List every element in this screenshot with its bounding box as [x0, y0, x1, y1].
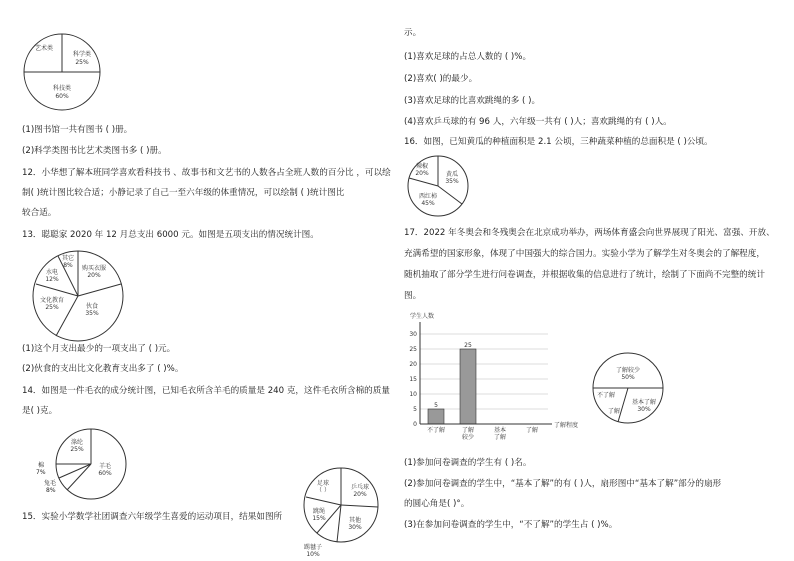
x-axis-label: 了解程度 — [554, 422, 579, 429]
question-15-2: (2)喜欢( )的最少。 — [404, 74, 478, 84]
question-15-3: (3)喜欢足球的比喜欢跳绳的多 ( )。 — [404, 96, 541, 106]
pie-label-shuttlecock: 踢毽子 — [303, 544, 323, 551]
pie-pct-education: 25% — [45, 304, 59, 311]
bar-value-label: 5 — [434, 402, 438, 409]
pie-pct-clothes: 20% — [87, 272, 101, 279]
y-tick-label: 5 — [413, 406, 417, 413]
pie-label-utilities: 水电 — [45, 269, 59, 276]
question-15-1: (1)喜欢足球的占总人数的 ( )%。 — [404, 52, 532, 62]
pie-pct-other-sport: 30% — [348, 524, 362, 531]
y-tick-label: 0 — [413, 421, 417, 428]
pie-label-basic-know: 基本了解 — [631, 399, 657, 406]
bar — [428, 409, 444, 424]
question-17-line1: 17．2022 年冬奥会和冬残奥会在北京成功举办，两场体育盛会向世界展现了阳光、富强、开放、 — [404, 228, 775, 238]
y-axis-label: 学生人数 — [410, 313, 435, 320]
question-12-line1: 12．小华想了解本班同学喜欢看科技书 、故事书和文艺书的人数各占全班人数的百分比 ，可以绘 — [22, 168, 391, 178]
question-12-line3: 较合适。 — [22, 208, 57, 218]
pie-chart-spending — [28, 248, 138, 348]
pie-pct-rope: 15% — [312, 515, 326, 522]
question-16: 16．如图，已知黄瓜的种植面积是 2.1 公顷，三种蔬菜种植的总面积是 ( )公顷。 — [404, 137, 713, 147]
x-category-label: 了解 — [493, 434, 507, 441]
question-14-line1: 14．如图是一件毛衣的成分统计图，已知毛衣所含羊毛的质量是 240 克，这件毛衣所含棉的质量 — [22, 386, 390, 396]
pie-label-know-little: 了解较少 — [615, 367, 641, 374]
question-11-1: (1)图书馆一共有图书 ( )册。 — [22, 125, 133, 135]
pie-pct-other: 8% — [63, 262, 73, 269]
x-category-label: 不了解 — [426, 427, 446, 434]
x-category-label: 基本 — [493, 427, 507, 434]
pie-label-other-sport: 其他 — [348, 517, 362, 524]
pie-chart-knowledge — [592, 352, 682, 432]
pie-label-pepper: 辣椒 — [415, 163, 429, 170]
pie-pct-football: （ ） — [316, 487, 330, 494]
pie-label-arts: 艺术类 — [34, 45, 54, 52]
pie-label-food: 伙食 — [85, 303, 99, 310]
pie-pct-wool: 60% — [98, 470, 112, 477]
pie-label-pingpong: 乒乓球 — [350, 484, 370, 491]
pie-label-not-know: 不了解 — [596, 392, 616, 399]
pie-label-cucumber: 黄瓜 — [445, 171, 459, 178]
pie-pct-know-little: 50% — [621, 374, 635, 381]
pie-label-clothes: 购买衣服 — [81, 265, 107, 272]
bar-chart-grid — [420, 334, 548, 409]
pie-label-rope: 跳绳 — [312, 508, 326, 515]
x-category-label: 了解 — [461, 427, 475, 434]
bar-chart-bars — [428, 342, 476, 424]
pie-chart-library — [22, 36, 122, 116]
x-category-label: 了解 — [525, 427, 539, 434]
pie-pct-tomato: 45% — [421, 200, 435, 207]
pie-pct-cotton: 7% — [36, 469, 46, 476]
bar-chart-knowledge — [402, 308, 582, 443]
pie-pct-tech: 60% — [55, 93, 69, 100]
y-tick-label: 20 — [409, 361, 417, 368]
pie-pct-utilities: 12% — [45, 276, 59, 283]
pie-label-football: 足球 — [316, 480, 330, 487]
pie-label-cotton: 棉 — [38, 462, 45, 469]
y-tick-label: 10 — [409, 391, 417, 398]
question-13: 13．聪聪家 2020 年 12 月总支出 6000 元。如图是五项支出的情况统计图。 — [22, 230, 319, 240]
pie-chart-vegetables — [404, 154, 494, 234]
pie-chart-sports — [303, 467, 393, 557]
question-17-2-line1: (2)参加问卷调查的学生中，“基本了解”的有 ( )人，扇形图中“基本了解”部分的扇形 — [404, 479, 722, 489]
pie-pct-basic-know: 30% — [637, 406, 651, 413]
question-15-cont: 示。 — [404, 28, 422, 38]
question-13-2: (2)伙食的支出比文化教育支出多了 ( )%。 — [22, 364, 184, 374]
pie-pct-pingpong: 20% — [353, 491, 367, 498]
question-12-line2: 制( )统计图比较合适；小静记录了自己一至六年级的体重情况，可以绘制 ( )统计图比 — [22, 188, 345, 198]
pie-pct-rabbit-hair: 8% — [46, 487, 56, 494]
x-category-label: 较少 — [461, 434, 475, 441]
pie-pct-shuttlecock: 10% — [306, 551, 320, 558]
pie-pct-food: 35% — [85, 310, 99, 317]
question-17-2-line2: 的圆心角是( )°。 — [404, 499, 470, 509]
question-17-line3: 随机抽取了部分学生进行问卷调查，并根据收集的信息进行了统计，绘制了下面尚不完整的统计 — [404, 270, 765, 280]
pie-label-tomato: 西红柿 — [418, 193, 438, 200]
question-14-line2: 是( )克。 — [22, 406, 58, 416]
bar-value-label: 25 — [464, 342, 472, 349]
pie-pct-cucumber: 35% — [445, 178, 459, 185]
pie-label-other: 其它 — [61, 255, 75, 262]
question-13-1: (1)这个月支出最少的一项支出了 ( )元。 — [22, 344, 176, 354]
bar-chart-x-categories — [427, 426, 538, 441]
pie-pct-polyester: 25% — [70, 446, 84, 453]
pie-label-education: 文化教育 — [39, 297, 65, 304]
pie-label-tech: 科技类 — [52, 85, 72, 92]
pie-label-science: 科学类 — [72, 51, 92, 58]
question-15: 15．实验小学数学社团调查六年级学生喜爱的运动项目，结果如图所 — [22, 512, 283, 522]
question-17-1: (1)参加问卷调查的学生有 ( )名。 — [404, 458, 532, 468]
bar — [460, 349, 476, 424]
pie-label-polyester: 涤纶 — [70, 439, 84, 446]
pie-pct-pepper: 20% — [415, 170, 429, 177]
question-11-2: (2)科学类图书比艺术类图书多 ( )册。 — [22, 146, 167, 156]
y-tick-label: 15 — [409, 376, 417, 383]
bar-chart-y-ticks — [409, 331, 417, 428]
pie-chart-sweater — [55, 428, 145, 508]
question-17-line2: 充满希望的国家形象，体现了中国强大的综合国力。实验小学为了解学生对冬奥会的了解程度， — [404, 249, 765, 259]
y-tick-label: 30 — [409, 331, 417, 338]
pie-pct-science: 25% — [75, 59, 89, 66]
pie-label-wool: 羊毛 — [98, 463, 112, 470]
question-15-4: (4)喜欢乒乓球的有 96 人，六年级一共有 ( )人；喜欢跳绳的有 ( )人。 — [404, 117, 672, 127]
question-17-3: (3)在参加问卷调查的学生中，“不了解”的学生占 ( )%。 — [404, 520, 618, 530]
pie-label-rabbit-hair: 兔毛 — [44, 480, 57, 487]
pie-label-know: 了解 — [607, 408, 621, 415]
question-17-line4: 图。 — [404, 291, 422, 301]
y-tick-label: 25 — [409, 346, 417, 353]
